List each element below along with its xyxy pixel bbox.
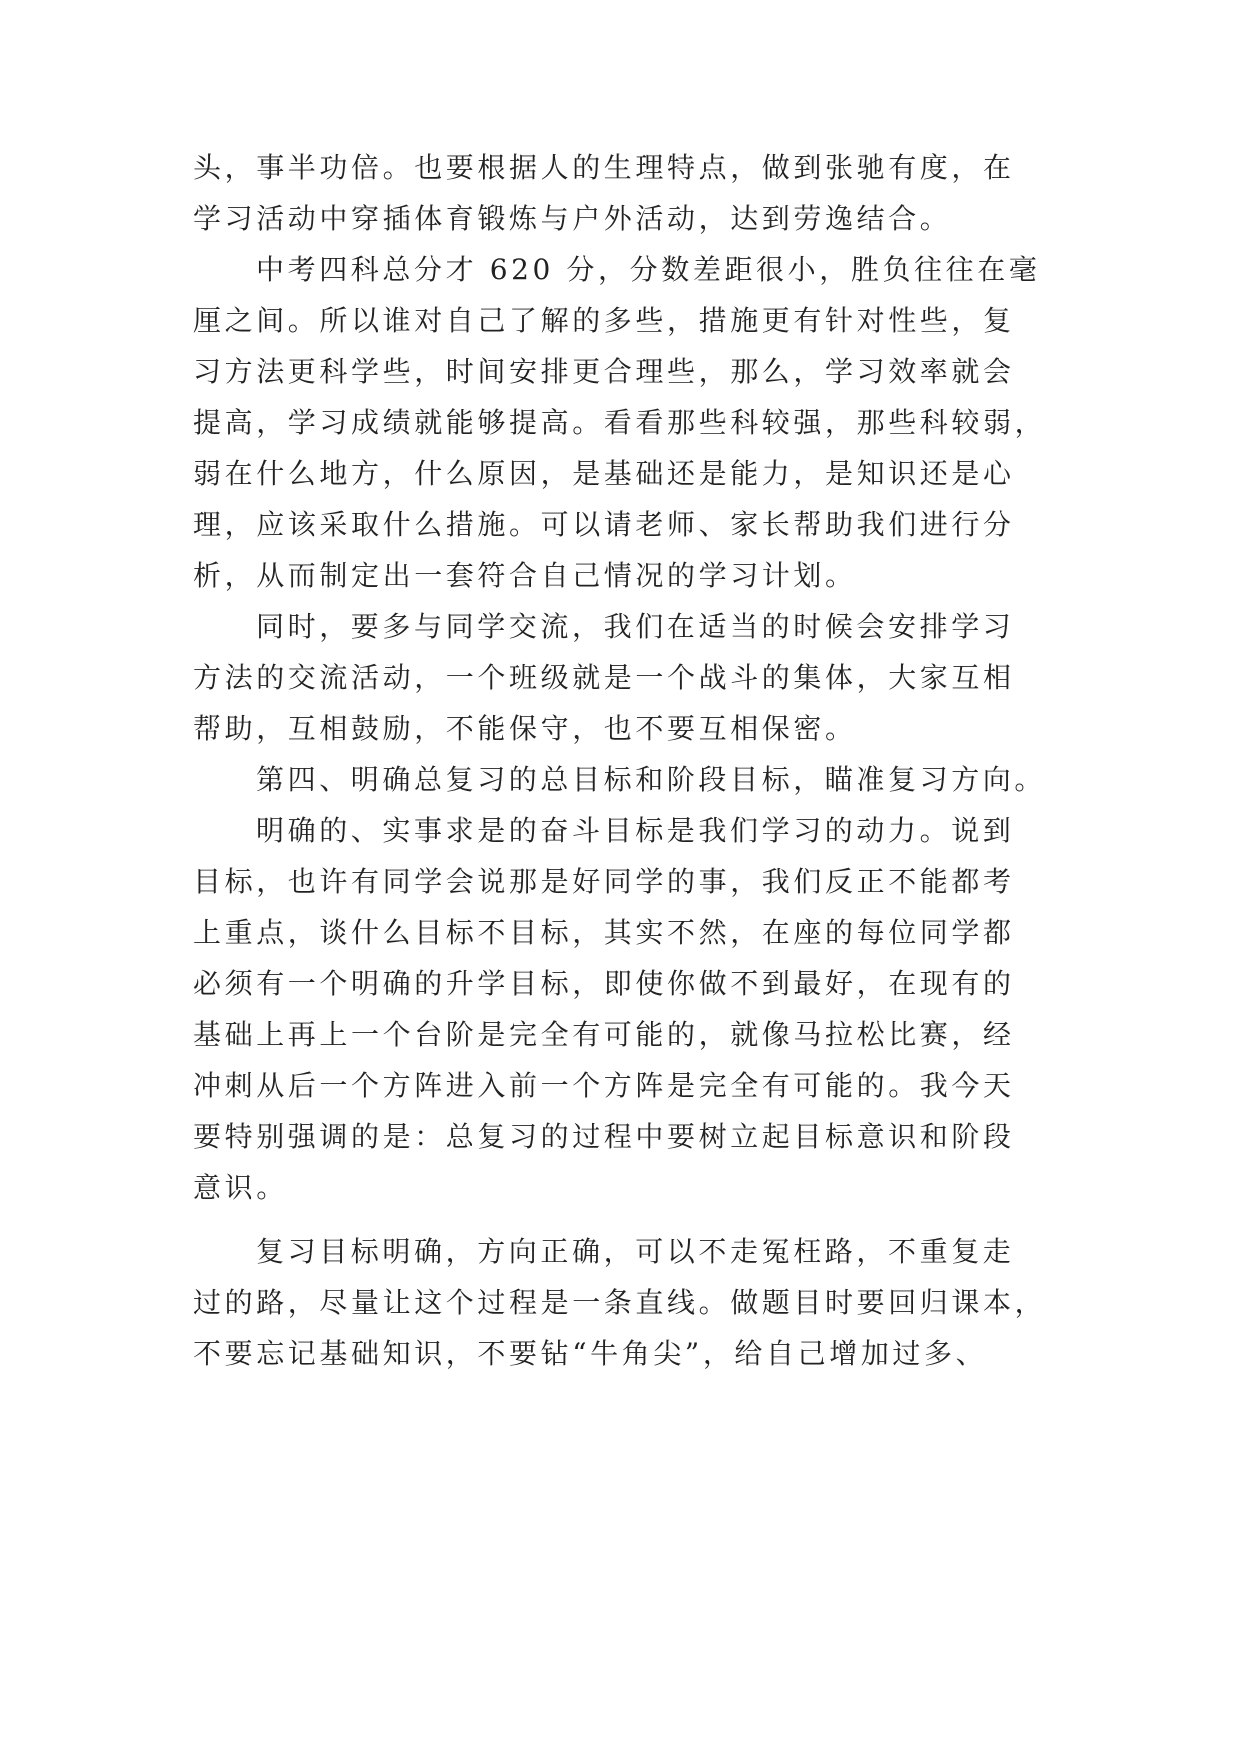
text-line: 习方法更科学些，时间安排更合理些，那么，学习效率就会 bbox=[193, 355, 1015, 388]
section-heading: 第四、明确总复习的总目标和阶段目标，瞄准复习方向。 bbox=[256, 763, 1047, 796]
text-line: 头，事半功倍。也要根据人的生理特点，做到张驰有度，在 bbox=[193, 151, 1015, 184]
text-line: 学习活动中穿插体育锻炼与户外活动，达到劳逸结合。 bbox=[193, 202, 952, 235]
text-line: 中考四科总分才 620 分，分数差距很小，胜负往往在毫 bbox=[256, 253, 1041, 286]
text-line: 析，从而制定出一套符合自己情况的学习计划。 bbox=[193, 559, 857, 592]
text-line: 弱在什么地方，什么原因，是基础还是能力，是知识还是心 bbox=[193, 457, 1015, 490]
text-line: 必须有一个明确的升学目标，即使你做不到最好，在现有的 bbox=[193, 967, 1015, 1000]
text-line: 理，应该采取什么措施。可以请老师、家长帮助我们进行分 bbox=[193, 508, 1015, 541]
text-line: 上重点，谈什么目标不目标，其实不然，在座的每位同学都 bbox=[193, 916, 1015, 949]
text-line: 提高，学习成绩就能够提高。看看那些科较强，那些科较弱， bbox=[193, 406, 1047, 439]
text-line: 意识。 bbox=[193, 1171, 288, 1204]
text-line: 基础上再上一个台阶是完全有可能的，就像马拉松比赛，经 bbox=[193, 1018, 1015, 1051]
text-line: 要特别强调的是：总复习的过程中要树立起目标意识和阶段 bbox=[193, 1120, 1015, 1153]
text-line: 方法的交流活动，一个班级就是一个战斗的集体，大家互相 bbox=[193, 661, 1015, 694]
text-line: 明确的、实事求是的奋斗目标是我们学习的动力。说到 bbox=[256, 814, 1015, 847]
text-line: 同时，要多与同学交流，我们在适当的时候会安排学习 bbox=[256, 610, 1015, 643]
text-line: 复习目标明确，方向正确，可以不走冤枉路，不重复走 bbox=[256, 1235, 1015, 1268]
text-line: 过的路，尽量让这个过程是一条直线。做题目时要回归课本， bbox=[193, 1286, 1047, 1319]
text-line: 冲刺从后一个方阵进入前一个方阵是完全有可能的。我今天 bbox=[193, 1069, 1015, 1102]
text-line: 帮助，互相鼓励，不能保守，也不要互相保密。 bbox=[193, 712, 857, 745]
text-line: 目标，也许有同学会说那是好同学的事，我们反正不能都考 bbox=[193, 865, 1015, 898]
text-line: 厘之间。所以谁对自己了解的多些，措施更有针对性些，复 bbox=[193, 304, 1015, 337]
text-line: 不要忘记基础知识，不要钻“牛角尖”，给自己增加过多、 bbox=[193, 1337, 988, 1370]
